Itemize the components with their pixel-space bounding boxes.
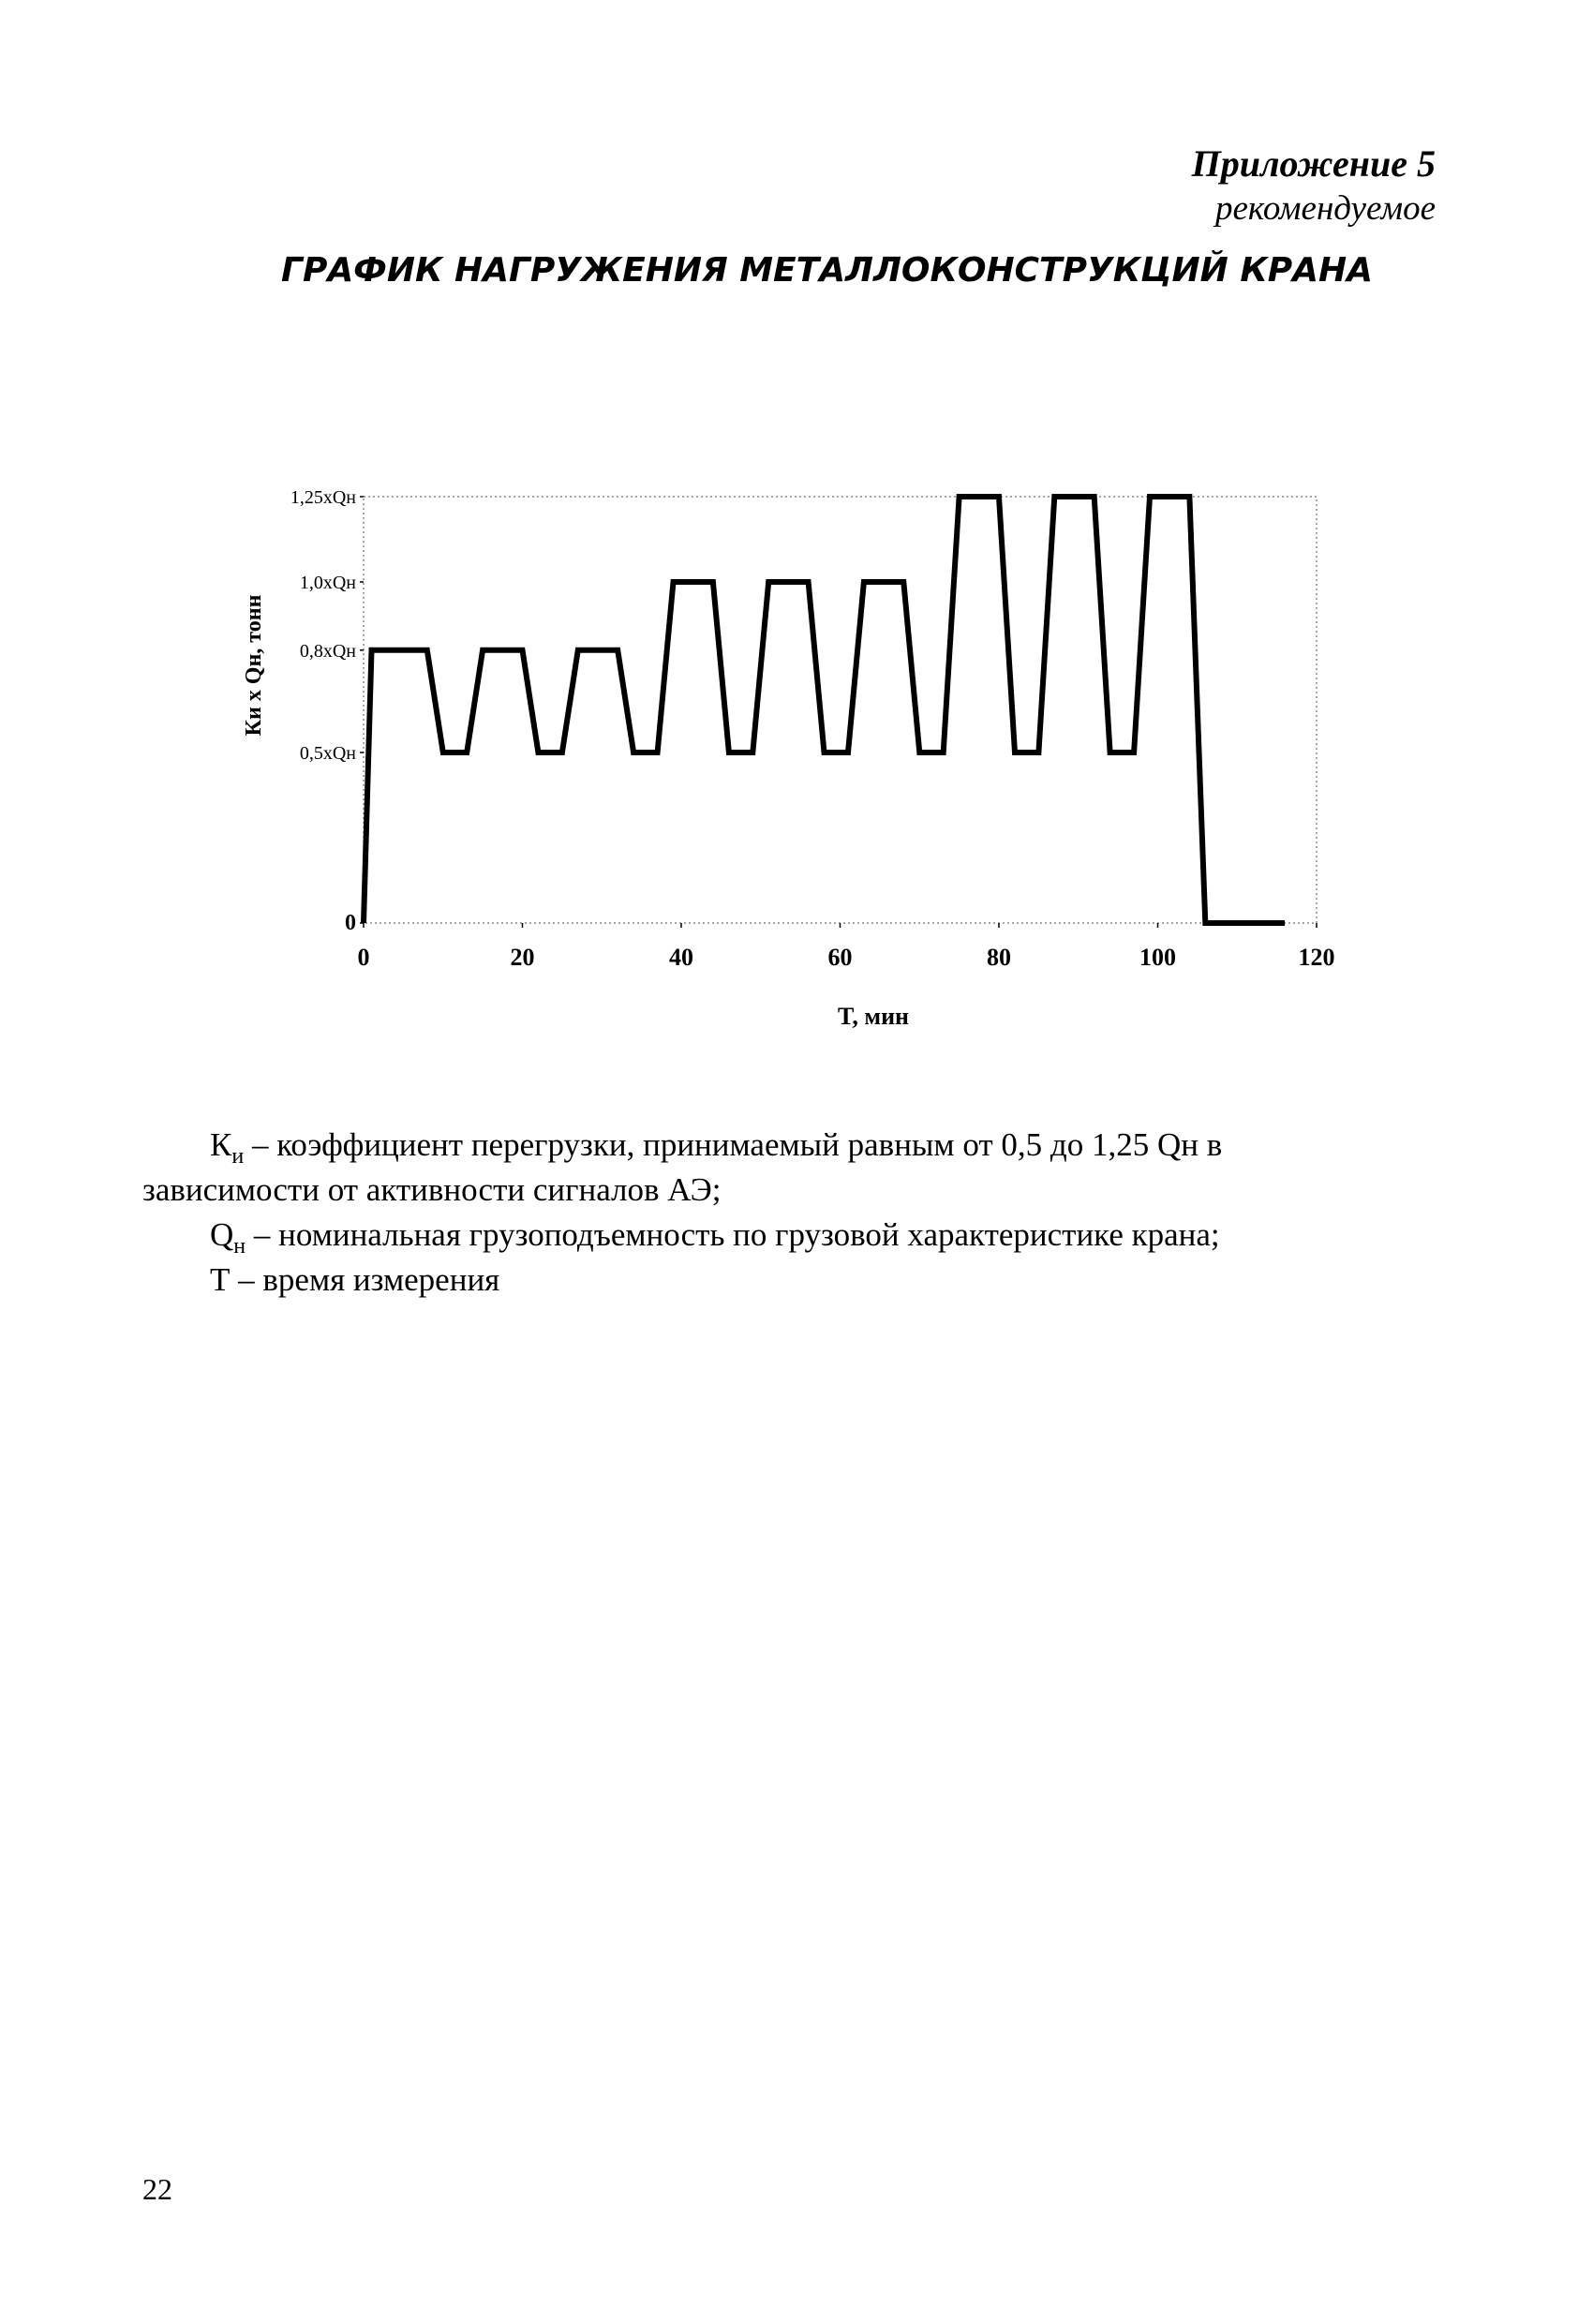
plot-area-border: [364, 497, 1317, 923]
q-description: – номинальная грузоподъемность по грузовой характеристике крана;: [246, 1216, 1220, 1253]
k-description: – коэффициент перегрузки, принимаемый равным от 0,5 до 1,25 Qн в: [244, 1126, 1223, 1163]
y-axis-ticks: [290, 487, 364, 935]
q-symbol: Q: [210, 1216, 234, 1253]
x-tick-label: 40: [669, 944, 693, 971]
x-tick-label: 80: [987, 944, 1011, 971]
x-tick-label: 120: [1298, 944, 1335, 971]
load-series-line: [364, 497, 1285, 923]
x-axis-ticks: [358, 923, 1335, 971]
k-symbol: К: [210, 1126, 232, 1163]
legend-t-line: Т – время измерения: [210, 1261, 500, 1298]
y-tick-label: 0,8xQн: [299, 640, 356, 662]
x-tick-label: 100: [1139, 944, 1176, 971]
appendix-subtitle: рекомендуемое: [1215, 189, 1436, 228]
load-chart: [225, 459, 1368, 1078]
k-subscript: и: [231, 1144, 245, 1169]
page-number: 22: [142, 2172, 172, 2206]
y-tick-label: 1,0xQн: [299, 573, 356, 593]
y-tick-label: 1,25xQн: [290, 487, 356, 508]
chart-grid: [364, 497, 1317, 923]
x-axis-label: T, мин: [837, 1003, 910, 1030]
legend-text: [142, 1123, 1450, 1303]
x-tick-label: 20: [510, 944, 535, 971]
q-subscript: н: [233, 1234, 246, 1259]
document-title: ГРАФИК НАГРУЖЕНИЯ МЕТАЛЛОКОНСТРУКЦИЙ КРАНА: [281, 251, 1374, 290]
legend-k-continuation: зависимости от активности сигналов АЭ;: [142, 1171, 722, 1208]
y-tick-label: 0,5xQн: [299, 743, 356, 764]
appendix-header: [1192, 141, 1436, 231]
legend-q-line: [142, 1213, 1450, 1258]
x-tick-label: 0: [357, 944, 370, 971]
x-tick-label: 60: [827, 944, 853, 971]
y-axis-label: Ки x Qн, тонн: [242, 594, 266, 737]
legend-k-line: [142, 1123, 1450, 1168]
y-tick-label: 0: [345, 911, 356, 935]
appendix-title: Приложение 5: [1191, 142, 1436, 185]
